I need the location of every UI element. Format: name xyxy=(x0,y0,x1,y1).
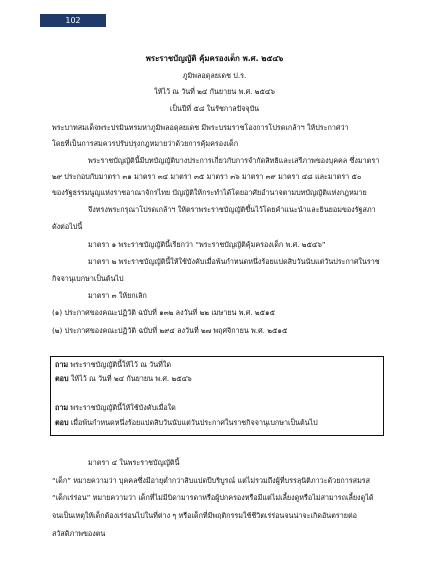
king-signature: ภูมิพลอดุลยเดช ป.ร. xyxy=(182,71,247,80)
qa-box xyxy=(50,356,384,436)
section-line: มาตรา ๑ พระราชบัญญัตินี้เรียกว่า “พระราชบัญญัติคุ้มครองเด็ก พ.ศ. ๒๕๔๖” xyxy=(88,240,326,249)
question-text: พระราชบัญญัตินี้ให้ไว้ ณ วันที่ใด xyxy=(68,360,172,369)
section-line: มาตรา ๔ ในพระราชบัญญัตินี้ xyxy=(88,458,180,467)
document-title: พระราชบัญญัติ คุ้มครองเด็ก พ.ศ. ๒๕๔๖ xyxy=(145,54,284,63)
answer-label: ตอบ xyxy=(55,418,69,427)
section-line: มาตรา ๓ ให้ยกเลิก xyxy=(88,291,147,300)
qa-answer xyxy=(55,418,318,428)
question-text: พระราชบัญญัตินี้ให้ใช้บังคับเมื่อใด xyxy=(68,403,176,412)
preamble-line: โดยที่เป็นการสมควรปรับปรุงกฎหมายว่าด้วยการคุ้มครองเด็ก xyxy=(52,139,239,148)
section-line: (๑) ประกาศของคณะปฏิวัติ ฉบับที่ ๑๓๒ ลงวันที่ ๒๒ เมษายน พ.ศ. ๒๕๑๕ xyxy=(52,308,276,317)
answer-text: เมื่อพ้นกำหนดหนึ่งร้อยแปดสิบวันนับแต่วันประกาศในราชกิจจานุเบกษาเป็นต้นไป xyxy=(68,418,318,427)
reign-year: เป็นปีที่ ๕๘ ในรัชกาลปัจจุบัน xyxy=(169,104,260,113)
preamble-line: ดังต่อไปนี้ xyxy=(52,222,83,231)
definition-line: สวัสดิภาพของตน xyxy=(52,529,106,538)
preamble-line: พระบาทสมเด็จพระปรมินทรมหาภูมิพลอดุลยเดช มีพระบรมราชโองการโปรดเกล้าฯ ให้ประกาศว่า xyxy=(52,123,349,132)
question-label: ถาม xyxy=(55,403,69,412)
answer-text: ให้ไว้ ณ วันที่ ๒๔ กันยายน พ.ศ. ๒๕๔๖ xyxy=(68,374,192,383)
section-line: มาตรา ๒ พระราชบัญญัตินี้ให้ใช้บังคับเมื่อพ้นกำหนดหนึ่งร้อยแปดสิบวันนับแต่วันประกาศในราช xyxy=(88,257,380,266)
given-date: ให้ไว้ ณ วันที่ ๒๔ กันยายน พ.ศ. ๒๕๔๖ xyxy=(154,87,275,96)
section-line: (๒) ประกาศของคณะปฏิวัติ ฉบับที่ ๒๙๔ ลงวันที่ ๒๗ พฤศจิกายน พ.ศ. ๒๕๑๕ xyxy=(52,326,288,335)
section-line: กิจจานุเบกษาเป็นต้นไป xyxy=(52,274,124,283)
preamble-line: ๒๙ ประกอบกับมาตรา ๓๑ มาตรา ๓๔ มาตรา ๓๕ มาตรา ๓๖ มาตรา ๓๙ มาตรา ๔๘ และมาตรา ๕๐ xyxy=(52,172,362,181)
qa-answer xyxy=(55,374,192,384)
preamble-line: ของรัฐธรรมนูญแห่งราชอาณาจักรไทย บัญญัติให้กระทำได้โดยอาศัยอำนาจตามบทบัญญัติแห่งกฎหมาย xyxy=(52,188,367,197)
definition-line: “เด็ก” หมายความว่า บุคคลซึ่งมีอายุต่ำกว่าสิบแปดปีบริบูรณ์ แต่ไม่รวมถึงผู้ที่บรรลุนิติภาวะด้วยการสมรส xyxy=(52,476,371,485)
definition-line: “เด็กเร่ร่อน” หมายความว่า เด็กที่ไม่มีบิดามารดาหรือผู้ปกครองหรือมีแต่ไม่เลี้ยงดูหรือไม่สามารถเลี้ยงดูได้ xyxy=(52,493,374,502)
preamble-line: พระราชบัญญัตินี้มีบทบัญญัติบางประการเกี่ยวกับการจำกัดสิทธิและเสรีภาพของบุคคล ซึ่งมาตรา xyxy=(88,156,380,165)
definition-line: จนเป็นเหตุให้เด็กต้องเร่ร่อนไปในที่ต่าง ๆ หรือเด็กที่มีพฤติกรรมใช้ชีวิตเร่ร่อนจนน่าจะเกิดอันตรายต่อ xyxy=(52,511,357,520)
answer-label: ตอบ xyxy=(55,374,69,383)
page-number: 102 xyxy=(40,14,106,27)
preamble-line: จึงทรงพระกรุณาโปรดเกล้าฯ ให้ตราพระราชบัญญัติขึ้นไว้โดยคำแนะนำและยินยอมของรัฐสภา xyxy=(88,205,376,214)
question-label: ถาม xyxy=(55,360,69,369)
qa-question xyxy=(55,403,176,413)
qa-question xyxy=(55,360,171,370)
